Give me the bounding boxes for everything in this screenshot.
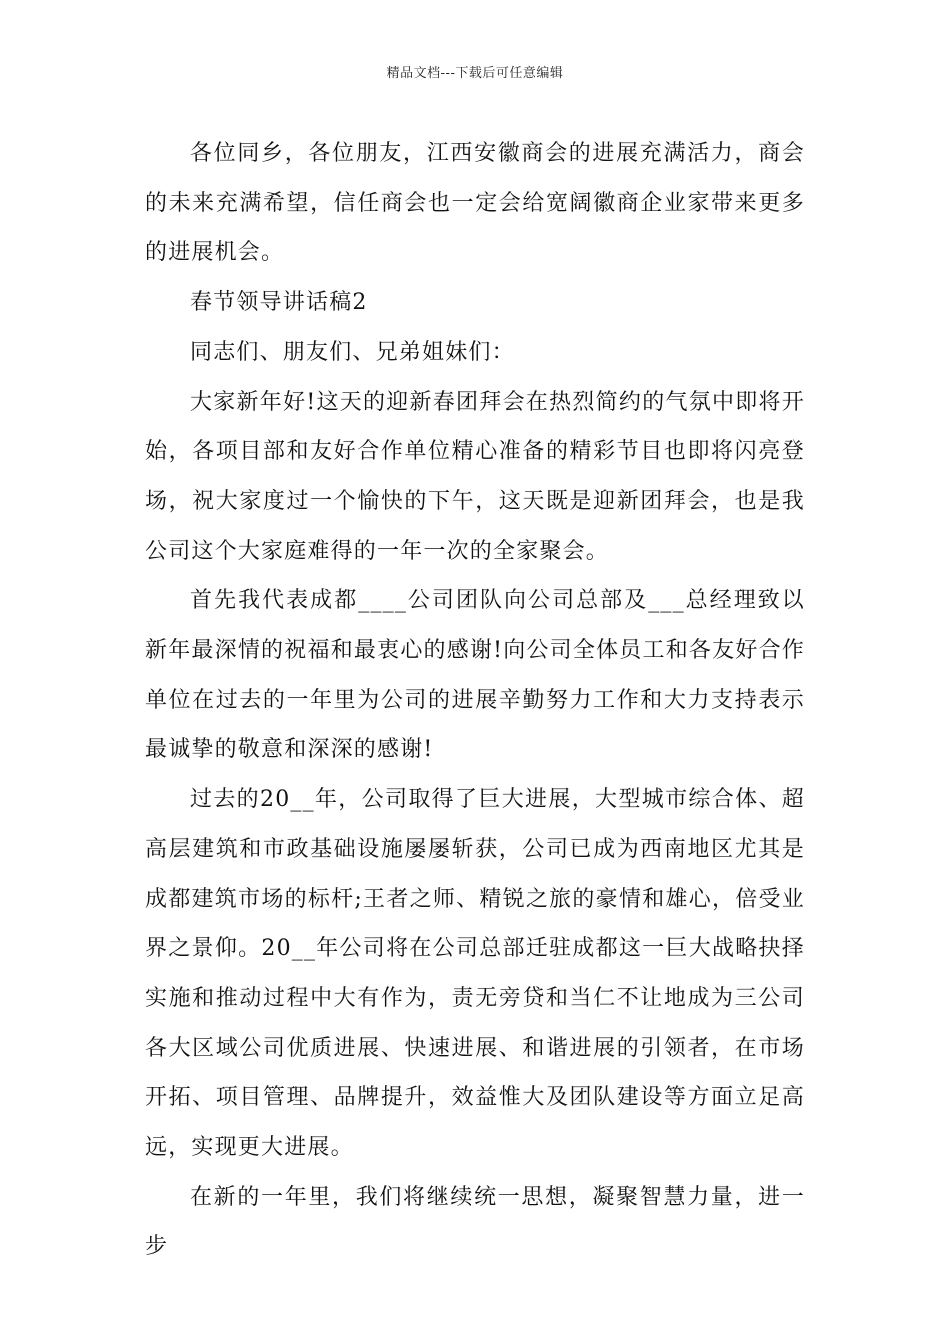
paragraph-thanks: 首先我代表成都____公司团队向公司总部及___总经理致以新年最深情的祝福和最衷心的感谢!向公司全体员工和各友好合作单位在过去的一年里为公司的进展辛勤努力工作和大力支持表示最诚挚的敬意和深深的感谢! xyxy=(145,588,805,763)
page-header: 精品文档---下载后可任意编辑 xyxy=(386,66,564,81)
paragraph-new-year-greeting: 大家新年好!这天的迎新春团拜会在热烈简约的气氛中即将开始，各项目部和友好合作单位精心准备的精彩节目也即将闪亮登场，祝大家度过一个愉快的下午，这天既是迎新团拜会，也是我公司这个大家庭难得的一年一次的全家聚会。 xyxy=(145,389,805,564)
paragraph-closing-remarks: 各位同乡，各位朋友，江西安徽商会的进展充满活力，商会的未来充满希望，信任商会也一定会给宽阔徽商企业家带来更多的进展机会。 xyxy=(145,141,805,266)
paragraph-past-year: 过去的20__年，公司取得了巨大进展，大型城市综合体、超高层建筑和市政基础设施屡屡斩获，公司已成为西南地区尤其是成都建筑市场的标杆;王者之师、精锐之旅的豪情和雄心，倍受业界之景仰。20__年公司将在公司总部迁驻成都这一巨大战略抉择实施和推动过程中大有作为，责无旁贷和当仁不让地成为三公司各大区域公司优质进展、快速进展、和谐进展的引领者，在市场开拓、项目管理、品牌提升，效益惟大及团队建设等方面立足高远，实现更大进展。 xyxy=(145,787,805,1161)
section-title: 春节领导讲话稿2 xyxy=(190,290,368,316)
document-body xyxy=(145,129,805,1272)
salutation: 同志们、朋友们、兄弟姐妹们： xyxy=(190,339,515,365)
paragraph-new-year-plan: 在新的一年里，我们将继续统一思想，凝聚智慧力量，进一步 xyxy=(145,1184,805,1260)
